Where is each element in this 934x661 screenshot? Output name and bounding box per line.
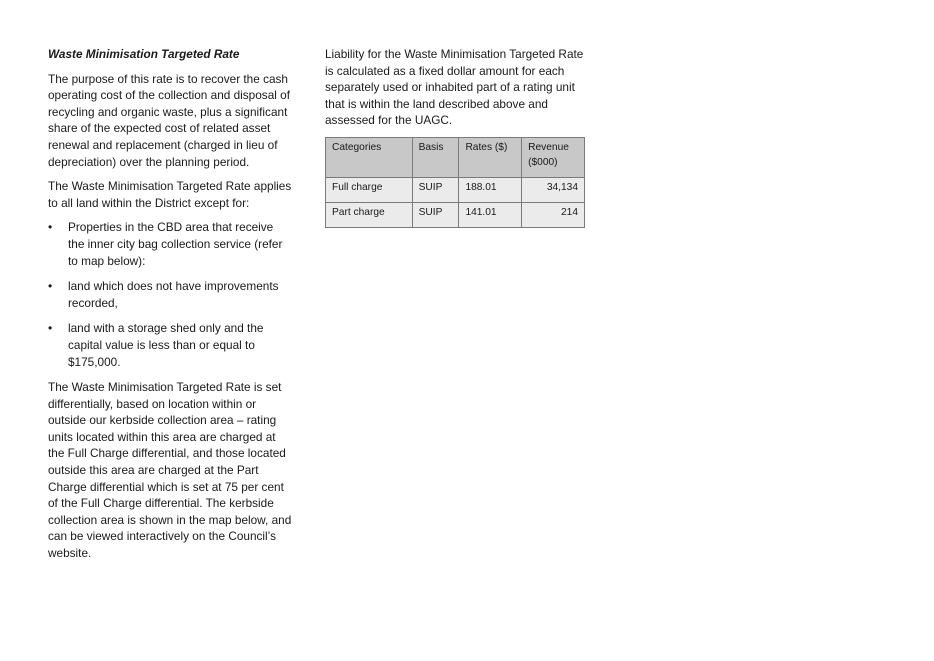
bullet-icon: • (48, 321, 53, 336)
list-item (48, 320, 292, 370)
list-item-text: land which does not have improvements recorded, (68, 279, 279, 310)
cell-category: Full charge (326, 177, 413, 202)
left-column (48, 46, 292, 570)
table-row (326, 177, 585, 202)
exclusions-list (48, 219, 292, 370)
cell-category: Part charge (326, 202, 413, 227)
list-item-text: Properties in the CBD area that receive the inner city bag collection service (refer to map below): (68, 220, 283, 268)
differential-paragraph: The Waste Minimisation Targeted Rate is set differentially, based on location within or outside our kerbside collection area – rating units located within this area are charged at the Full Charge differential, and those located outside this area are charged at the Part Charge differential which is set at 75 per cent of the Full Charge differential. The kerbside collection area is shown in the map below, and can be viewed interactively on the Council’s website. (48, 380, 292, 561)
list-item (48, 219, 292, 269)
header-basis: Basis (412, 137, 459, 177)
list-item-text: land with a storage shed only and the capital value is less than or equal to $175,000. (68, 321, 264, 369)
applies-paragraph: The Waste Minimisation Targeted Rate applies to all land within the District except for: (48, 179, 292, 210)
bullet-icon: • (48, 220, 53, 235)
cell-rate: 188.01 (459, 177, 522, 202)
table-row (326, 202, 585, 227)
header-revenue: Revenue ($000) (522, 137, 585, 177)
bullet-icon: • (48, 279, 53, 294)
header-rates: Rates ($) (459, 137, 522, 177)
table-header-row (326, 137, 585, 177)
list-item (48, 278, 292, 311)
right-column (325, 46, 585, 228)
cell-revenue: 214 (522, 202, 585, 227)
cell-basis: SUIP (412, 177, 459, 202)
rates-table (325, 137, 585, 228)
cell-revenue: 34,134 (522, 177, 585, 202)
cell-rate: 141.01 (459, 202, 522, 227)
purpose-paragraph: The purpose of this rate is to recover the cash operating cost of the collection and disposal of recycling and organic waste, plus a significant share of the expected cost of related asset renewal and replacement (charged in lieu of depreciation) over the planning period. (48, 71, 290, 169)
liability-paragraph: Liability for the Waste Minimisation Targeted Rate is calculated as a fixed dollar amount for each separately used or inhabited part of a rating unit that is within the land described above and assessed for the UAGC. (325, 47, 584, 128)
header-categories: Categories (326, 137, 413, 177)
section-heading: Waste Minimisation Targeted Rate (48, 47, 240, 61)
cell-basis: SUIP (412, 202, 459, 227)
